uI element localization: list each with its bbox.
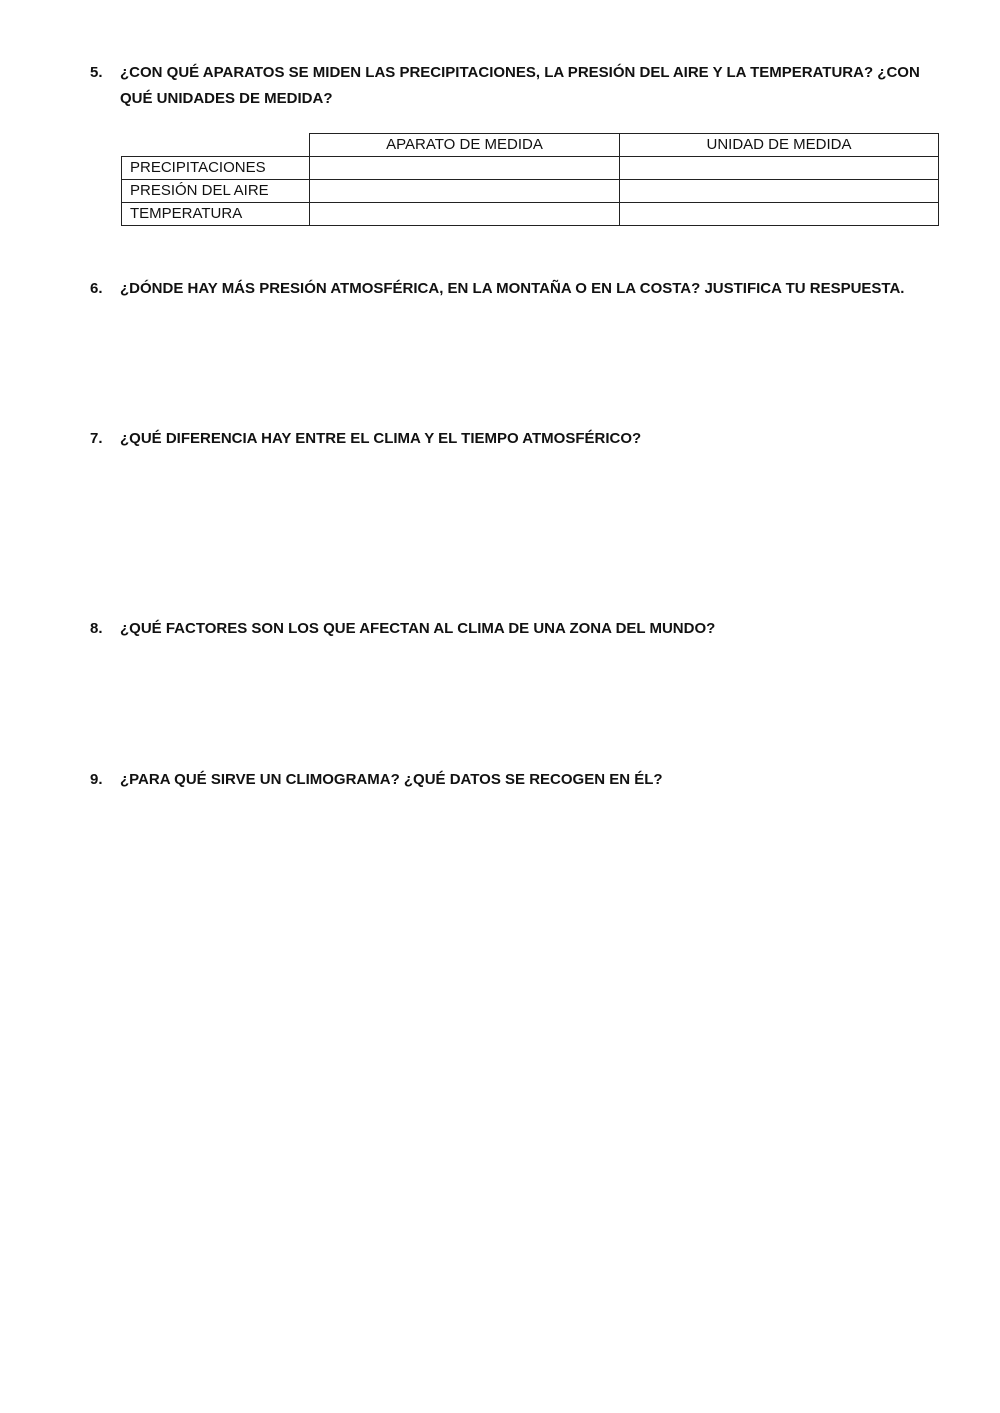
row-label-temperatura: TEMPERATURA (122, 203, 310, 226)
question-9 (90, 767, 950, 793)
table-row (122, 180, 939, 203)
cell-unidad-precipitaciones[interactable] (620, 157, 939, 180)
question-number: 7. (90, 430, 103, 447)
question-number: 6. (90, 280, 103, 297)
question-6 (90, 276, 950, 302)
header-aparato: APARATO DE MEDIDA (310, 134, 620, 157)
table-corner-cell (122, 134, 310, 157)
table-row (122, 203, 939, 226)
cell-unidad-temperatura[interactable] (620, 203, 939, 226)
table-header-row (122, 134, 939, 157)
question-8 (90, 616, 950, 642)
question-number: 8. (90, 620, 103, 637)
question-5 (90, 60, 950, 112)
header-unidad: UNIDAD DE MEDIDA (620, 134, 939, 157)
question-text: ¿PARA QUÉ SIRVE UN CLIMOGRAMA? ¿QUÉ DATOS SE RECOGEN EN ÉL? (120, 771, 663, 788)
question-text: ¿QUÉ FACTORES SON LOS QUE AFECTAN AL CLIMA DE UNA ZONA DEL MUNDO? (120, 620, 716, 637)
question-number: 5. (90, 64, 103, 81)
question-text: ¿DÓNDE HAY MÁS PRESIÓN ATMOSFÉRICA, EN LA MONTAÑA O EN LA COSTA? JUSTIFICA TU RESPUESTA. (120, 280, 905, 297)
table-row (122, 157, 939, 180)
question-text: ¿QUÉ DIFERENCIA HAY ENTRE EL CLIMA Y EL TIEMPO ATMOSFÉRICO? (120, 430, 642, 447)
question-text: ¿CON QUÉ APARATOS SE MIDEN LAS PRECIPITACIONES, LA PRESIÓN DEL AIRE Y LA TEMPERATURA? ¿CON QUÉ UNIDADES DE MEDIDA? (120, 64, 920, 107)
cell-aparato-precipitaciones[interactable] (310, 157, 620, 180)
question-number: 9. (90, 771, 103, 788)
cell-unidad-presion[interactable] (620, 180, 939, 203)
question-7 (90, 426, 950, 452)
cell-aparato-temperatura[interactable] (310, 203, 620, 226)
row-label-precipitaciones: PRECIPITACIONES (122, 157, 310, 180)
cell-aparato-presion[interactable] (310, 180, 620, 203)
row-label-presion: PRESIÓN DEL AIRE (122, 180, 310, 203)
measurement-table (121, 133, 939, 226)
